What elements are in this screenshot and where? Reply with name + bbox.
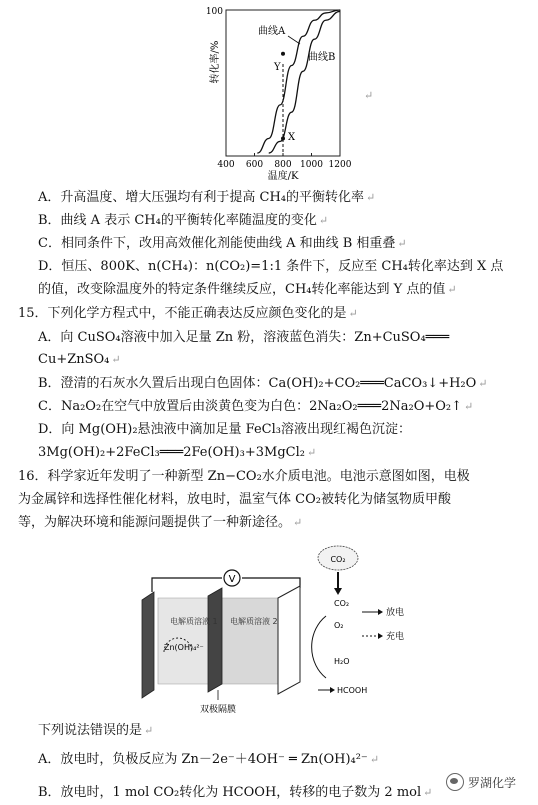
x-tick-label-3: 1000 xyxy=(300,160,323,170)
left-wire xyxy=(152,578,222,592)
catalyst-electrode xyxy=(278,586,300,694)
electrolyte-1-area xyxy=(158,598,212,684)
electrolyte-2-area xyxy=(222,598,278,684)
x-tick-label-4: 1200 xyxy=(328,160,352,170)
x-tick-label-2: 800 xyxy=(274,160,292,170)
q14-option-d-line2: 的值，改变除温度外的特定条件继续反应，CH₄转化率能达到 Y 点的值 ↵ xyxy=(38,282,457,297)
bipolar-membrane xyxy=(208,588,222,692)
y-tick-100: 100 xyxy=(205,7,223,17)
return-mark: ↵ xyxy=(364,89,374,102)
point-y-marker xyxy=(281,52,285,56)
curve-b-label: 曲线B xyxy=(308,52,336,63)
hcooh-label: HCOOH xyxy=(337,686,368,695)
wechat-icon xyxy=(446,773,464,791)
battery-diagram xyxy=(130,540,430,720)
x-axis-label: 温度/K xyxy=(267,171,299,182)
q16-option-a: A．放电时，负极反应为 Zn－2e⁻＋4OH⁻ ═ Zn(OH)₄²⁻ ↵ xyxy=(38,752,380,767)
charge-label: 充电 xyxy=(386,632,405,642)
reaction-arc xyxy=(312,616,326,678)
o2-label: O₂ xyxy=(334,621,344,630)
q14-option-b: B．曲线 A 表示 CH₄的平衡转化率随温度的变化 ↵ xyxy=(38,213,329,228)
discharge-label: 放电 xyxy=(386,608,405,618)
point-x-label: X xyxy=(288,132,296,143)
hcooh-arrowhead xyxy=(330,687,335,693)
co2-label: CO₂ xyxy=(334,599,350,608)
point-x-marker xyxy=(281,136,285,140)
q15-option-d-line2: 3Mg(OH)₂+2FeCl₃═══2Fe(OH)₃+3MgCl₂ ↵ xyxy=(38,445,317,460)
q16-option-b: B．放电时，1 mol CO₂转化为 HCOOH，转移的电子数为 2 mol ↵ xyxy=(38,785,433,800)
q14-option-d-line1: D．恒压、800K、n(CH₄)：n(CO₂)=1:1 条件下，反应至 CH₄转化率达到 X 点 xyxy=(38,259,504,274)
membrane-label: 双极隔膜 xyxy=(199,705,237,715)
electrolyte-2-label: 电解质溶液 2 xyxy=(230,617,278,626)
co2-cloud-label: CO₂ xyxy=(330,555,346,564)
q16-stem-line2: 为金属锌和选择性催化材料，放电时，温室气体 CO₂被转化为储氢物质甲酸 xyxy=(18,492,451,507)
conversion-chart xyxy=(205,2,358,182)
zn-species-label: Zn(OH)₄²⁻ xyxy=(164,643,204,652)
q14-option-c: C．相同条件下，改用高效催化剂能使曲线 A 和曲线 B 相重叠 ↵ xyxy=(38,236,407,251)
zinc-electrode xyxy=(142,592,154,698)
q15-option-d-line1: D．向 Mg(OH)₂悬浊液中滴加足量 FeCl₃溶液出现红褐色沉淀： xyxy=(38,422,411,437)
point-y-label: Y xyxy=(274,62,281,73)
x-tick-label-1: 600 xyxy=(245,160,264,170)
voltmeter-label: V xyxy=(228,574,236,585)
discharge-legend-arrowhead xyxy=(378,609,383,615)
electrolyte-1-label: 电解质溶液 1 xyxy=(170,617,218,626)
q14-option-a: A．升高温度、增大压强均有利于提高 CH₄的平衡转化率 ↵ xyxy=(38,190,376,205)
h2o-label: H₂O xyxy=(334,657,350,666)
q15-stem: 15．下列化学方程式中，不能正确表达反应颜色变化的是 ↵ xyxy=(18,306,358,321)
y-axis-label: 转化率/% xyxy=(210,40,221,84)
watermark-text: 罗湖化学 xyxy=(467,775,516,790)
q16-question: 下列说法错误的是 ↵ xyxy=(38,723,154,738)
q15-option-b: B．澄清的石灰水久置后出现白色固体：Ca(OH)₂+CO₂═══CaCO₃↓+H₂O ↵ xyxy=(38,376,488,391)
x-tick-label-0: 400 xyxy=(217,160,235,170)
curve-a-pointer xyxy=(288,36,300,44)
watermark xyxy=(446,773,516,791)
q16-stem-line3: 等，为解决环境和能源问题提供了一种新途径。 ↵ xyxy=(18,515,303,530)
q15-option-a-line1: A．向 CuSO₄溶液中加入足量 Zn 粉，溶液蓝色消失：Zn+CuSO₄═══ xyxy=(38,330,450,345)
co2-arrowhead xyxy=(334,588,342,595)
q15-option-a-line2: Cu+ZnSO₄ ↵ xyxy=(38,352,121,367)
charge-legend-arrowhead xyxy=(378,633,383,639)
q16-stem-line1: 16．科学家近年发明了一种新型 Zn−CO₂水介质电池。电池示意图如图，电极 xyxy=(18,469,470,484)
q15-option-c: C．Na₂O₂在空气中放置后由淡黄色变为白色：2Na₂O₂═══2Na₂O+O₂↑ ↵ xyxy=(38,399,474,414)
right-wire xyxy=(242,578,300,588)
curve-a-label: 曲线A xyxy=(258,26,286,37)
